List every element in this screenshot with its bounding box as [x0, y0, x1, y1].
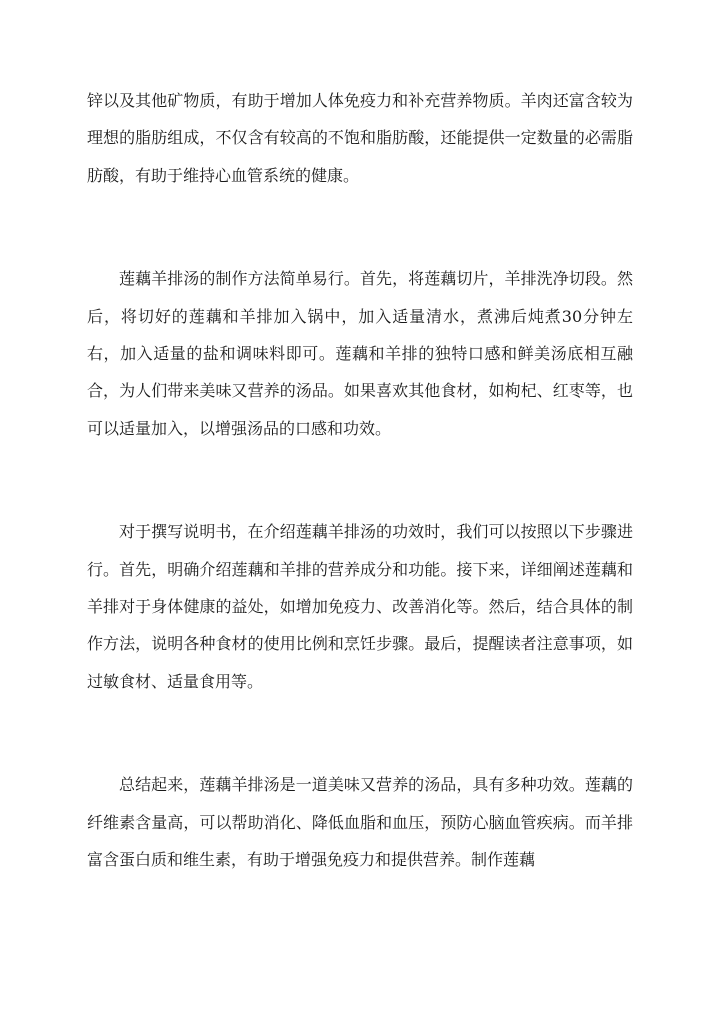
paragraph-cooking-method: 莲藕羊排汤的制作方法简单易行。首先，将莲藕切片，羊排洗净切段。然后，将切好的莲藕和羊排加入锅中，加入适量清水，煮沸后炖煮30分钟左右，加入适量的盐和调味料即可。莲藕和羊排的独特口感和鲜美汤底相互融合，为人们带来美味又营养的汤品。如果喜欢其他食材，如枸杞、红枣等，也可以适量加入，以增强汤品的口感和功效。 — [87, 269, 633, 438]
paragraph-mutton-nutrition: 锌以及其他矿物质，有助于增加人体免疫力和补充营养物质。羊肉还富含较为理想的脂肪组成，不仅含有较高的不饱和脂肪酸，还能提供一定数量的必需脂肪酸，有助于维持心血管系统的健康。 — [87, 91, 633, 185]
paragraph-manual-writing: 对于撰写说明书，在介绍莲藕羊排汤的功效时，我们可以按照以下步骤进行。首先，明确介绍莲藕和羊排的营养成分和功能。接下来，详细阐述莲藕和羊排对于身体健康的益处，如增加免疫力、改善消化等。然后，结合具体的制作方法，说明各种食材的使用比例和烹饪步骤。最后，提醒读者注意事项，如过敏食材、适量食用等。 — [87, 522, 633, 691]
paragraph-summary: 总结起来，莲藕羊排汤是一道美味又营养的汤品，具有多种功效。莲藕的纤维素含量高，可以帮助消化、降低血脂和血压，预防心脑血管疾病。而羊排富含蛋白质和维生素，有助于增强免疫力和提供营养。制作莲藕 — [87, 775, 633, 870]
document-page — [87, 82, 633, 879]
